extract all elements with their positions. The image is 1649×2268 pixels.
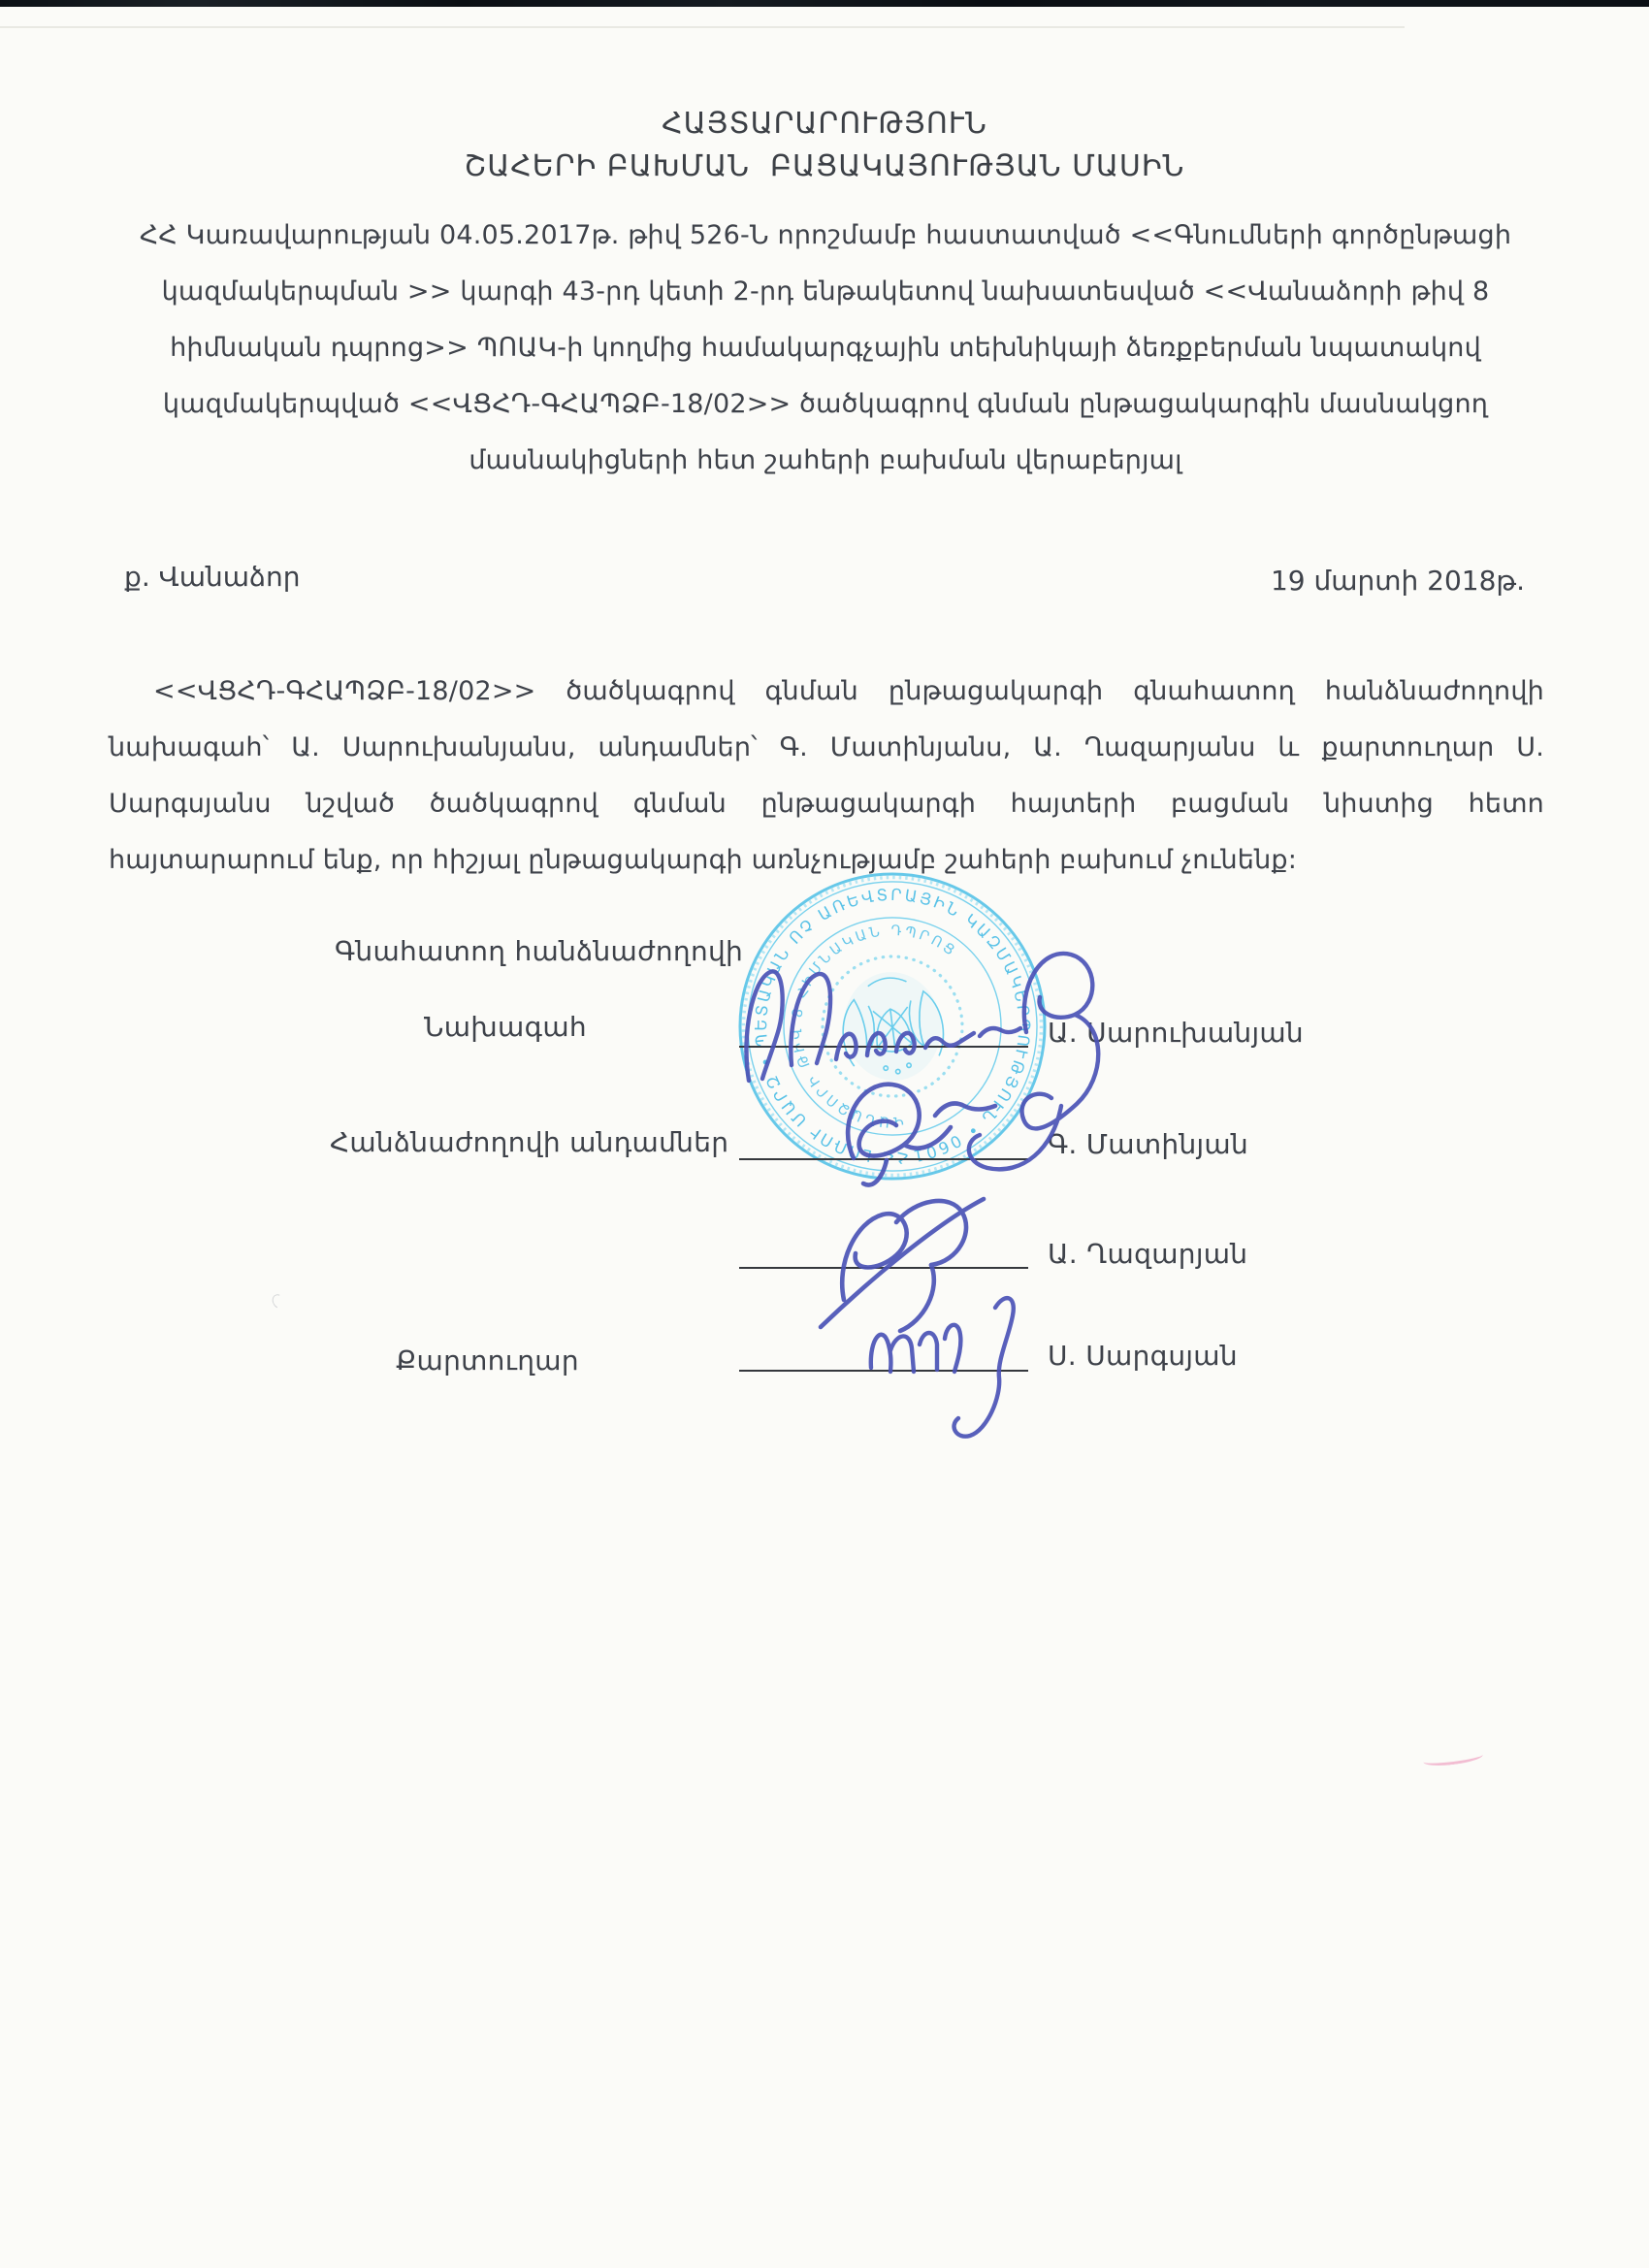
- secretary-name: Ս. Սարգսյան: [1048, 1340, 1238, 1372]
- chairman-label: Նախագահ: [424, 1011, 587, 1043]
- committee-label-line1: Գնահատող հանձնաժողովի: [335, 935, 744, 967]
- member2-name: Ա. Ղազարյան: [1048, 1238, 1248, 1270]
- members-label: Հանձնաժողովի անդամներ: [330, 1126, 729, 1158]
- pink-mark-artifact: [1422, 1748, 1483, 1767]
- member1-name: Գ. Մատինյան: [1048, 1128, 1249, 1160]
- chairman-name: Ա. Սարուխանյան: [1048, 1017, 1304, 1049]
- member1-signature: [792, 1059, 1073, 1205]
- secretary-signature: [830, 1282, 1092, 1476]
- document-title-line2: ՇԱՀԵՐԻ ԲԱԽՄԱՆ ԲԱՑԱԿԱՅՈՒԹՅԱՆ ՄԱՍԻՆ: [464, 149, 1185, 183]
- secretary-label: Քարտուղար: [396, 1345, 579, 1377]
- date-label: 19 մարտի 2018թ.: [1270, 565, 1525, 597]
- place-label: ք. Վանաձոր: [124, 561, 301, 593]
- scan-line-artifact: [0, 26, 1405, 28]
- stamp-outer-ring-text: ՀՀ ԼՈՌՈՒ ՄԱՐԶ • ՊԵՏԱԿԱՆ ՈՉ ԱՌԵՎՏՐԱՅԻՆ ԿԱԶՄԱԿԵՐՊՈՒԹՅՈՒՆ • 0601690 •: [751, 885, 1083, 1183]
- scanner-edge-strip: [0, 0, 1649, 7]
- scan-speck-artifact: [270, 1292, 286, 1311]
- stamp-inner-ring-text: ՎԱՆԱՁՈՐԻ ԹԻՎ 8 ՀԻՄՆԱԿԱՆ ԴՊՐՈՑ: [789, 923, 960, 1130]
- document-title-line1: ՀԱՅՏԱՐԱՐՈՒԹՅՈՒՆ: [662, 107, 987, 141]
- body-paragraph: <<ՎՑՀԴ-ԳՀԱՊՁԲ-18/02>> ծածկագրով գնման ընթացակարգի գնահատող հանձնաժողովի նախագահ՝ Ա. Սարուխանյանս, անդամներ՝ Գ. Մատինյանս, Ա. Ղազարյանս և քարտուղար Ս. Սարգսյանս նշված ծածկագրով գնման ընթացակարգի հայտերի բացման նիստից հետո հայտարարում ենք, որ հիշյալ ընթացակարգի առնչությամբ շահերի բախում չունենք:: [109, 676, 1544, 875]
- intro-paragraph: ՀՀ Կառավարության 04.05.2017թ. թիվ 526-Ն որոշմամբ հաստատված <<Գնումների գործընթացի կազմակերպման >> կարգի 43-րդ կետի 2-րդ ենթակետով նախատեսված <<Վանաձորի թիվ 8 հիմնական դպրոց>> ՊՈԱԿ-ի կողմից համակարգչային տեխնիկայի ձեռքբերման նպատակով կազմակերպված <<ՎՑՀԴ-ԳՀԱՊՁԲ-18/02>> ծածկագրով գնման ընթացակարգին մասնակցող մասնակիցների հետ շահերի բախման վերաբերյալ: [139, 220, 1512, 475]
